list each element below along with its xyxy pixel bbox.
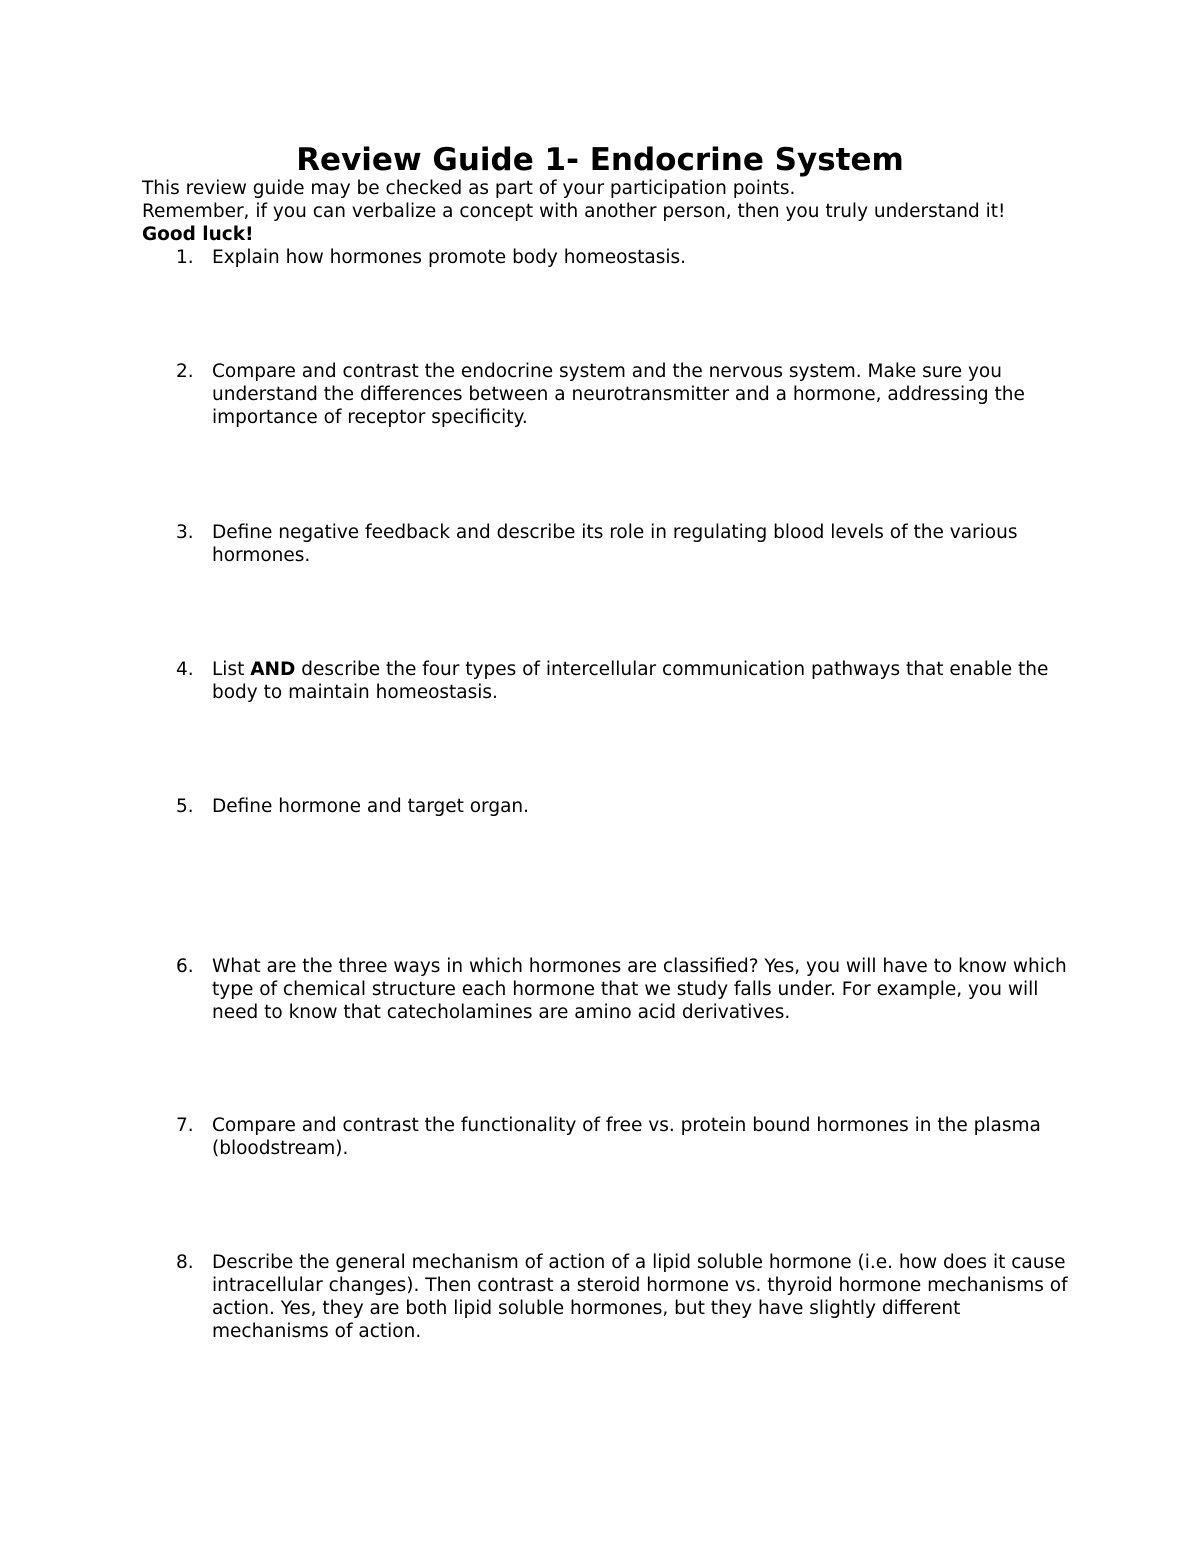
question-text: Describe the general mechanism of action of a lipid soluble hormone (i.e. how does it cause intracellular changes). Then contrast a steroid hormone vs. thyroid hormone mechanisms of action. Yes, they are both lipid soluble hormones, but they have slightly different mechanisms of action. (212, 1252, 1068, 1342)
question-text: Define negative feedback and describe its role in regulating blood levels of the various hormones. (212, 522, 1018, 566)
question-text: Define hormone and target organ. (212, 796, 530, 817)
question-number: 3. (176, 522, 194, 543)
question-number: 2. (176, 361, 194, 382)
question-text: Explain how hormones promote body homeostasis. (212, 247, 686, 268)
question-7 (142, 1114, 1077, 1160)
question-number: 4. (176, 659, 194, 680)
question-text: Compare and contrast the functionality of free vs. protein bound hormones in the plasma (bloodstream). (212, 1115, 1041, 1159)
question-2 (142, 360, 1077, 429)
intro-line-participation: This review guide may be checked as part of your participation points. (142, 178, 796, 199)
question-text-emphasis: AND (250, 659, 296, 680)
question-text-part: List (212, 659, 251, 680)
page-title: Review Guide 1- Endocrine System (296, 142, 904, 178)
question-text-part: describe the four types of intercellular communication pathways that enable the body to maintain homeostasis. (212, 659, 1049, 703)
question-text: What are the three ways in which hormones are classified? Yes, you will have to know which type of chemical structure each hormone that we study falls under. For example, you will need to know that catecholamines are amino acid derivatives. (212, 956, 1067, 1023)
question-number: 1. (176, 247, 194, 268)
question-number: 7. (176, 1115, 194, 1136)
question-number: 8. (176, 1252, 194, 1273)
question-1 (142, 246, 1077, 269)
question-number: 5. (176, 796, 194, 817)
question-3 (142, 521, 1077, 567)
intro-line-verbalize: Remember, if you can verbalize a concept with another person, then you truly understand it! (142, 201, 1006, 222)
question-5 (142, 795, 1077, 818)
question-text: Compare and contrast the endocrine system and the nervous system. Make sure you understand the differences between a neurotransmitter and a hormone, addressing the importance of receptor specificity. (212, 361, 1025, 428)
intro-line-good-luck: Good luck! (142, 224, 254, 245)
question-text (212, 658, 1077, 704)
question-number: 6. (176, 956, 194, 977)
question-8 (142, 1251, 1077, 1343)
question-4 (142, 658, 1077, 704)
question-6 (142, 955, 1077, 1024)
